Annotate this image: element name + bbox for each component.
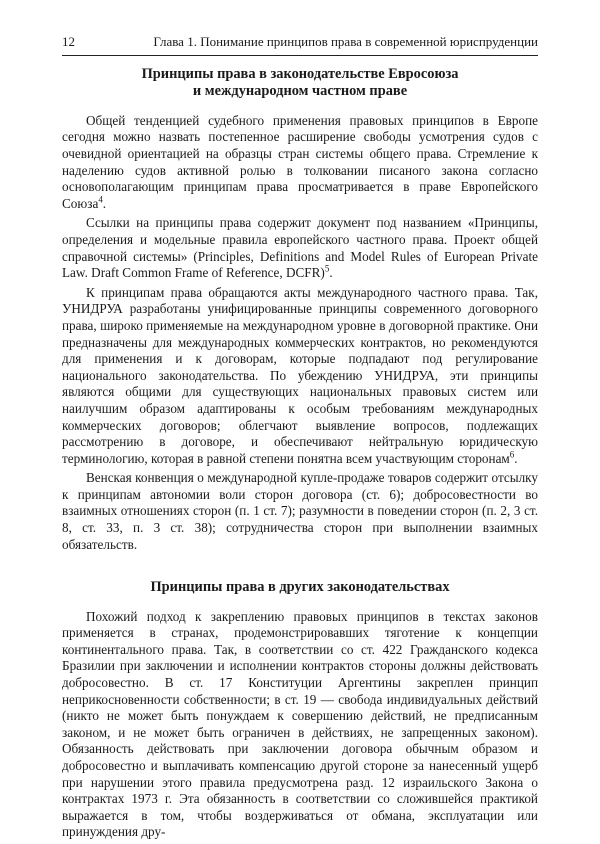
section-heading-other: Принципы права в других законодательствах (150, 579, 450, 596)
footnote-ref[interactable]: 4 (98, 194, 103, 205)
page-number: 12 (62, 34, 75, 49)
running-head (62, 34, 538, 50)
paragraph (62, 113, 538, 213)
section-other-body (62, 609, 538, 841)
heading-line-2: и международном частном праве (192, 83, 408, 100)
footnote-ref[interactable]: 5 (324, 263, 330, 274)
chapter-title: Глава 1. Понимание принципов права в современной юриспруденции (153, 34, 538, 49)
page-body (62, 62, 538, 844)
paragraph-end: . (329, 265, 333, 281)
paragraph-end: . (514, 450, 518, 466)
paragraph-text: Общей тенденцией судебного применения правовых принципов в Европе сегодня можно назвать постепенное расширение свободы усмотрения судов с очевидной ориентацией на образцы стран системы общего права. Стремление к наделению судов активной ролью в толковании писаного закона согласно основополагающим принципам права просматривается в праве Европейского Союза (62, 112, 538, 211)
paragraph: Похожий подход к закреплению правовых принципов в текстах законов применяется в странах, продемонстрировавших тяготение к концепции континентального права. Так, в соответствии со ст. 422 Гражданского кодекса Бразилии при заключении и исполнении контрактов стороны должны действовать добросовестно. В ст. 17 Конституции Аргентины закреплен принцип неприкосновенности собственности; в ст. 19 — свобода индивидуальных действий (никто не может быть понуждаем к совершению действий, не предписанным законом, и не может быть ограничен в действиях, не запрещенных законом). Обязанность действовать при заключении договора обычным образом и добросовестно и выплачивать компенсацию другой стороне за нанесенный ущерб при нарушении этого правила предусмотрена разд. 12 израильского Закона о контрактах 1973 г. Эта обязанность в соответствии со сложившейся практикой выражается в том, чтобы воздерживаться от обмана, эксплуатации или принуждения дру- (62, 608, 538, 840)
paragraph: Венская конвенция о международной купле-продаже товаров содержит отсылку к принципам автономии воли сторон договора (ст. 6); добросовестности во взаимных отношениях сторон (п. 1 ст. 7); разумности в поведении сторон (п. 2, 3 ст. 8, ст. 33, п. 3 ст. 38); сотрудничества сторон при выполнении взаимных обязательств. (62, 470, 538, 552)
paragraph-text: К принципам права обращаются акты международного частного права. Так, УНИДРУА разработаны унифицированные принципы современного договорного права, широко применяемые на международном уровне в договорной практике. Они предназначены для международных коммерческих контрактов, но рекомендуются для применения и к договорам, которые подпадают под регулирование национального законодательства. По убеждению УНИДРУА, эти принципы являются общими для существующих национальных правовых систем или наилучшим образом адаптированы к особым требованиям международных коммерческих договоров; облегчают выявление вопросов, подлежащих рассмотрению в договоре, и обеспечивают нейтральную юридическую терминологию, которая в равной степени понятна всем участвующим сторонам (62, 284, 538, 466)
paragraph (62, 215, 538, 281)
footnote-ref[interactable]: 6 (509, 449, 515, 460)
paragraph-end: . (102, 195, 107, 211)
heading-line-1: Принципы права в законодательстве Евросоюза (141, 66, 459, 82)
paragraph (62, 285, 538, 468)
section-heading-eu (62, 66, 538, 101)
header-rule (62, 55, 538, 56)
paragraph-text: Ссылки на принципы права содержит документ под названием «Принципы, определения и модельные правила европейского частного права. Проект общей справочной системы» (Principles, Definitions and Model Rules of European Private Law. Draft Common Frame of Reference, DCFR) (62, 215, 538, 281)
section-eu-body (62, 113, 538, 553)
